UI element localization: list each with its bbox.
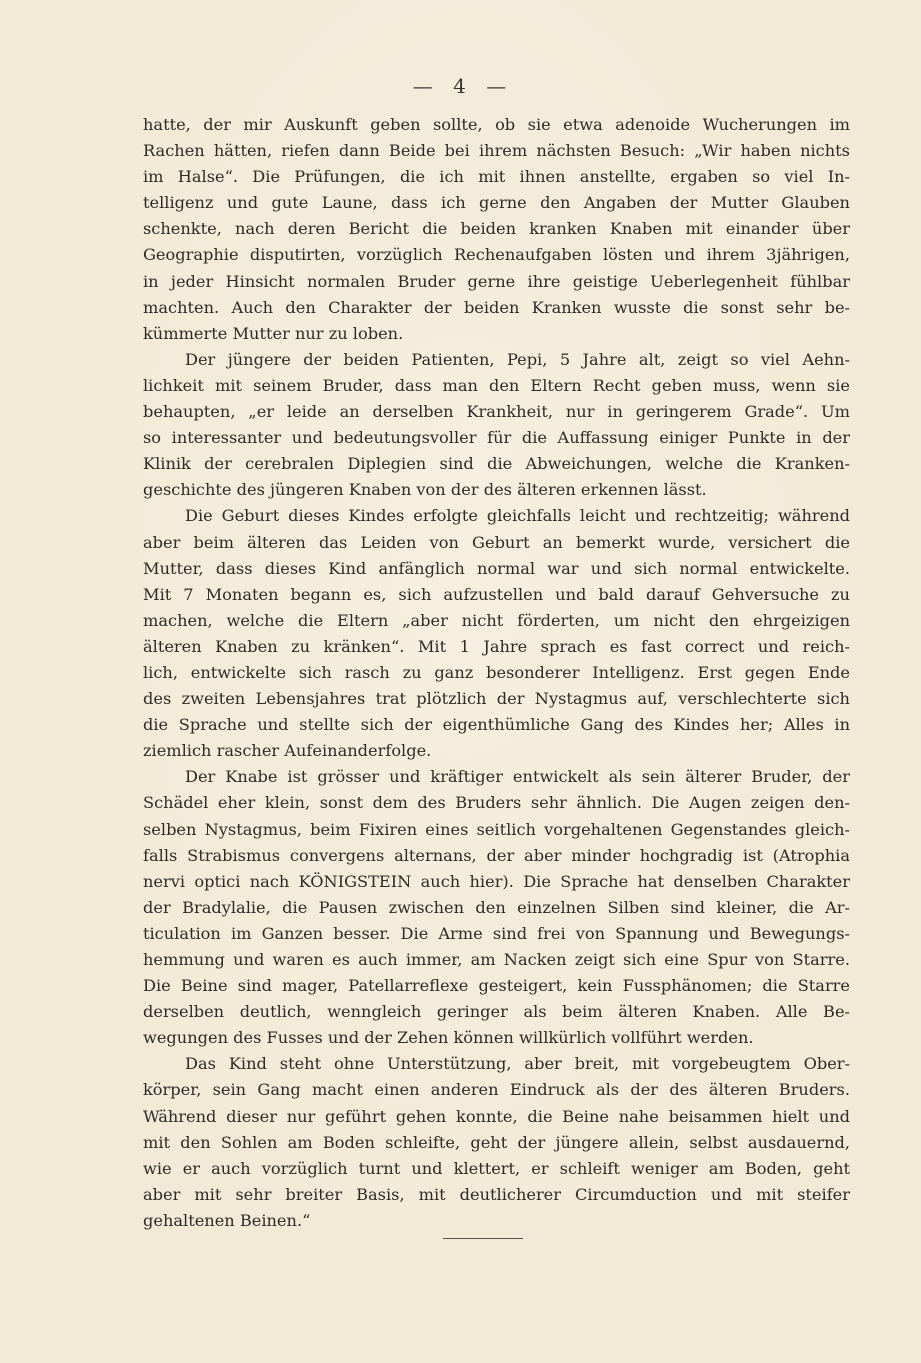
text-line: Mit 7 Monaten begann es, sich aufzustellen und bald darauf Gehversuche zu (143, 584, 850, 604)
text-line: hemmung und waren es auch immer, am Nacken zeigt sich eine Spur von Starre. (143, 950, 850, 969)
text-line: Der Knabe ist grösser und kräftiger entwickelt als sein älterer Bruder, der (185, 767, 850, 787)
text-line: machten. Auch den Charakter der beiden Kranken wusste die sonst sehr be- (143, 297, 850, 317)
end-rule (443, 1238, 523, 1239)
text-line: nervi optici nach KÖNIGSTEIN auch hier). Die Sprache hat denselben Charakter (143, 871, 850, 891)
text-line: geschichte des jüngeren Knaben von der des älteren erkennen lässt. (143, 480, 707, 500)
text-line: lich, entwickelte sich rasch zu ganz besonderer Intelligenz. Erst gegen Ende (143, 662, 850, 682)
text-line: Während dieser nur geführt gehen konnte, die Beine nahe beisammen hielt und (143, 1106, 850, 1126)
text-line: falls Strabismus convergens alternans, der aber minder hochgradig ist (Atrophia (143, 845, 850, 865)
text-line: Das Kind steht ohne Unterstützung, aber breit, mit vorgebeugtem Ober- (185, 1054, 850, 1074)
text-line: aber beim älteren das Leiden von Geburt an bemerkt wurde, versichert die (143, 532, 850, 552)
text-line: älteren Knaben zu kränken“. Mit 1 Jahre sprach es fast correct und reich- (143, 636, 850, 656)
text-line: Mutter, dass dieses Kind anfänglich normal war und sich normal entwickelte. (143, 558, 850, 578)
text-line: des zweiten Lebensjahres trat plötzlich der Nystagmus auf, verschlechterte sich (143, 689, 850, 709)
text-line: der Bradylalie, die Pausen zwischen den einzelnen Silben sind kleiner, die Ar- (143, 897, 850, 917)
text-line: wie er auch vorzüglich turnt und klettert, er schleift weniger am Boden, geht (143, 1158, 850, 1178)
text-line: Geographie disputirten, vorzüglich Rechenaufgaben lösten und ihrem 3jährigen, (143, 245, 850, 265)
text-line: derselben deutlich, wenngleich geringer als beim älteren Knaben. Alle Be- (143, 1002, 850, 1022)
text-line: Die Geburt dieses Kindes erfolgte gleichfalls leicht und rechtzeitig; während (185, 506, 850, 526)
text-line: in jeder Hinsicht normalen Bruder gerne ihre geistige Ueberlegenheit fühlbar (143, 271, 850, 291)
text-line: im Halse“. Die Prüfungen, die ich mit ihnen anstellte, ergaben so viel In- (143, 167, 850, 187)
text-line: körper, sein Gang macht einen anderen Eindruck als der des älteren Bruders. (143, 1080, 850, 1100)
text-line: kümmerte Mutter nur zu loben. (143, 323, 404, 343)
text-line: aber mit sehr breiter Basis, mit deutlicherer Circumduction und mit steifer (143, 1184, 850, 1204)
text-line: telligenz und gute Laune, dass ich gerne den Angaben der Mutter Glauben (143, 193, 850, 213)
page-number: — 4 — (412, 74, 509, 98)
text-line: ziemlich rascher Aufeinanderfolge. (143, 741, 432, 761)
text-line: die Sprache und stellte sich der eigenthümliche Gang des Kindes her; Alles in (143, 715, 850, 735)
text-line: Rachen hätten, riefen dann Beide bei ihrem nächsten Besuch: „Wir haben nichts (143, 141, 850, 161)
text-line: behaupten, „er leide an derselben Krankheit, nur in geringerem Grade“. Um (143, 402, 850, 422)
text-line: selben Nystagmus, beim Fixiren eines seitlich vorgehaltenen Gegenstandes gleich- (143, 819, 850, 839)
text-line: mit den Sohlen am Boden schleifte, geht der jüngere allein, selbst ausdauernd, (143, 1132, 850, 1152)
text-line: gehaltenen Beinen.“ (143, 1210, 311, 1230)
text-line: ticulation im Ganzen besser. Die Arme sind frei von Spannung und Bewegungs- (143, 923, 850, 943)
text-line: hatte, der mir Auskunft geben sollte, ob sie etwa adenoide Wucherungen im (143, 115, 850, 134)
text-line: schenkte, nach deren Bericht die beiden kranken Knaben mit einander über (143, 219, 850, 239)
text-line: lichkeit mit seinem Bruder, dass man den Eltern Recht geben muss, wenn sie (143, 375, 850, 395)
text-line: wegungen des Fusses und der Zehen können willkürlich vollführt werden. (143, 1028, 754, 1048)
text-line: so interessanter und bedeutungsvoller für die Auffassung einiger Punkte in der (143, 428, 850, 448)
text-line: Der jüngere der beiden Patienten, Pepi, 5 Jahre alt, zeigt so viel Aehn- (185, 349, 850, 369)
text-line: Klinik der cerebralen Diplegien sind die Abweichungen, welche die Kranken- (143, 454, 850, 474)
text-line: machen, welche die Eltern „aber nicht förderten, um nicht den ehrgeizigen (143, 610, 850, 630)
text-line: Schädel eher klein, sonst dem des Bruders sehr ähnlich. Die Augen zeigen den- (143, 793, 850, 813)
body-text (143, 112, 850, 1234)
text-line: Die Beine sind mager, Patellarreflexe gesteigert, kein Fussphänomen; die Starre (143, 976, 850, 996)
